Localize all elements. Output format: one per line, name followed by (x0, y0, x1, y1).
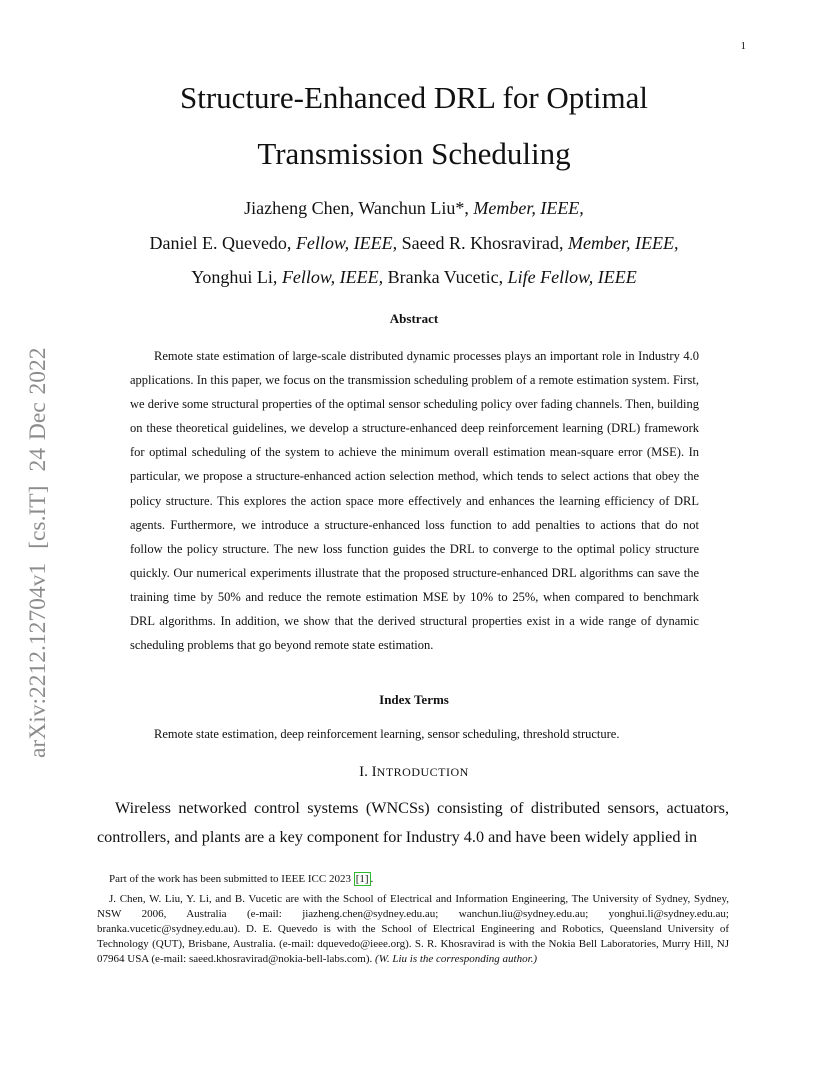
footnote-text: Part of the work has been submitted to IEEE ICC 2023 (109, 873, 354, 885)
author-role: Life Fellow, IEEE (507, 267, 637, 287)
arxiv-id: arXiv:2212.12704v1 (24, 562, 51, 758)
author-role: Member, IEEE, (568, 233, 679, 253)
section-heading (0, 764, 828, 781)
author-role: Fellow, IEEE, (295, 233, 398, 253)
footnote-affiliation-text: J. Chen, W. Liu, Y. Li, and B. Vucetic are with the School of Electrical and Information Engineering, The University of Sydney, Sydney, NSW 2006, Australia (e-mail: jiazheng.chen@sydney.edu.au; wanchun.liu@sydney.edu.au; yonghui.li@sydney.edu.au; branka.vucetic@sydney.edu.au). D. E. Quevedo is with the School of Electrical Engineering and Robotics, Queensland University of Technology (QUT), Brisbane, Australia. (e-mail: dquevedo@ieee.org). S. R. Khosravirad is with the Nokia Bell Laboratories, Murry Hill, NJ 07964 USA (e-mail: saeed.khosravirad@nokia-bell-labs.com). (97, 893, 729, 966)
author-names: Jiazheng Chen, Wanchun Liu*, (244, 198, 469, 218)
author-line-3 (0, 267, 828, 288)
footnote-affiliations (97, 892, 729, 967)
author-name: Branka Vucetic, (387, 267, 504, 287)
footnote-corresponding-author: (W. Liu is the corresponding author.) (375, 953, 538, 966)
citation-link[interactable]: [1] (355, 873, 369, 885)
arxiv-category: [cs.IT] (24, 485, 51, 549)
section-numeral: I. (359, 764, 368, 780)
author-name: Saeed R. Khosravirad, (401, 233, 564, 253)
author-line-1 (0, 198, 828, 219)
abstract-heading: Abstract (389, 311, 439, 326)
paper-title-line-2: Transmission Scheduling (257, 136, 571, 171)
arxiv-stamp (20, 288, 56, 758)
author-line-2 (0, 233, 828, 254)
author-name: Daniel E. Quevedo, (149, 233, 292, 253)
page-number: 1 (740, 40, 746, 52)
paper-title-line-1: Structure-Enhanced DRL for Optimal (179, 80, 648, 115)
intro-paragraph: Wireless networked control systems (WNCSs) consisting of distributed sensors, actuators, controllers, and plants are a key component for Industry 4.0 and have been widely applied in (97, 799, 729, 846)
author-role: Member, IEEE, (473, 198, 584, 218)
index-terms-text: Remote state estimation, deep reinforcement learning, sensor scheduling, threshold structure. (154, 727, 620, 741)
section-title-initial: I (371, 764, 377, 780)
author-role: Fellow, IEEE, (281, 267, 384, 287)
footnote-text-end: . (370, 873, 374, 885)
index-terms-heading: Index Terms (379, 692, 449, 707)
arxiv-date: 24 Dec 2022 (24, 347, 51, 472)
section-title-rest: NTRODUCTION (376, 765, 469, 779)
abstract-text: Remote state estimation of large-scale distributed dynamic processes plays an important role in Industry 4.0 applications. In this paper, we focus on the transmission scheduling problem of a remote estimation system. First, we derive some structural properties of the optimal sensor scheduling policy over fading channels. Then, building on these theoretical guidelines, we develop a structure-enhanced deep reinforcement learning (DRL) framework for optimal scheduling of the system to achieve the minimum overall estimation mean-square error (MSE). In particular, we propose a structure-enhanced action selection method, which tends to select actions that obey the policy structure. This explores the action space more effectively and enhances the learning efficiency of DRL agents. Furthermore, we introduce a structure-enhanced loss function to add penalties to actions that do not follow the policy structure. The new loss function guides the DRL to converge to the optimal policy structure quickly. Our numerical experiments illustrate that the proposed structure-enhanced DRL algorithms can save the training time by 50% and reduce the remote estimation MSE by 10% to 25%, when compared to benchmark DRL algorithms. In addition, we show that the derived structural properties exist in a wide range of dynamic scheduling problems that go beyond remote state estimation. (130, 349, 699, 653)
author-name: Yonghui Li, (191, 267, 278, 287)
footnote-submission (109, 873, 373, 885)
